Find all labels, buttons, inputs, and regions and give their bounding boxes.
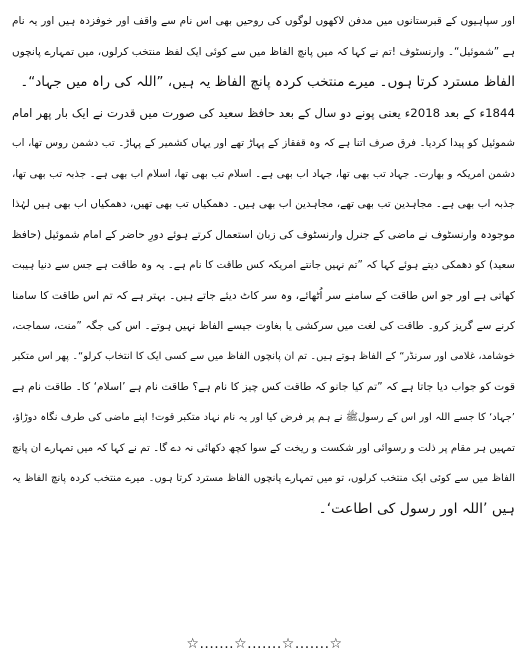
article-line-4: 1844ء کے بعد 2018ء یعنی پونے دو سال کے بعد حافظ سعید کی صورت میں قدرت نے ایک بار پھر امام <box>12 105 515 120</box>
article-line-11: کرنے سے گریز کرو۔ طاقت کی لغت میں سرکشی یا بغاوت جیسے الفاظ نہیں ہوتے۔ اس کی جگہ ”منت، سماجت، <box>12 320 515 332</box>
article-line-16: الفاظ میں سے کوئی ایک منتخب کرلوں، تو میں تمہارے پانچوں الفاظ مسترد کرتا ہوں۔ میرے منتخب کردہ پانچ الفاظ یہ <box>12 472 515 484</box>
article-line-3: الفاظ مسترد کرتا ہوں۔ میرے منتخب کردہ پانچ الفاظ یہ ہیں، ”اللہ کی راہ میں جہاد“۔ <box>20 74 515 90</box>
article-line-1: اور سپاہیوں کے قبرستانوں میں مدفن لاکھوں لوگوں کی روحیں بھی اس نام سے واقف اور خوفزدہ ہیں اور یہ نام <box>12 15 515 27</box>
article-line-10: کھاتی ہے اور جو اس طاقت کے سامنے سر اُٹھائے، وہ سر کاٹ دیئے جاتے ہیں۔ بہتر ہے کہ تم اس طاقت کا سامنا <box>12 288 515 302</box>
article-line-15: تمہیں ہر مقام پر ذلت و رسوائی اور شکست و ریخت کے سوا کچھ دکھائی نہ دے گا۔ تم نے کہا کہ میں تمہارے ان پانچ <box>12 442 515 454</box>
article-line-7: جذبہ اب بھی ہے۔ مجاہدین تب بھی تھے، مجاہدین اب بھی ہیں۔ دھمکیاں تب بھی تھیں، دھمکیاں اب بھی ہیں لہٰذا <box>12 198 515 210</box>
article-line-12: خوشامد، غلامی اور سرنڈر“ کے الفاظ ہوتے ہیں۔ تم ان پانچوں الفاظ میں سے کسی ایک کا انتخاب کرلو“۔ پھر اس متکبر <box>12 350 515 362</box>
article-line-8: موجودہ وارنسٹوف نے ماضی کے جنرل وارنسٹوف کی زبان استعمال کرتے ہوئے دورِ حاضر کے امام شموئیل (حافظ <box>12 227 515 241</box>
article-line-5: شموئیل کو پیدا کردیا۔ فرق صرف اتنا ہے کہ وہ قفقاز کے پہاڑ تھے اور یہاں کشمیر کے پہاڑ۔ تب دشمن روس تھا، اب <box>12 137 515 149</box>
article-line-9: سعید) کو دھمکی دیتے ہوئے کہا کہ ”تم نہیں جانتے امریکہ کس طاقت کا نام ہے۔ یہ وہ طاقت ہے جس سے دنیا ہیبت <box>12 259 515 271</box>
article-line-2: ہے ”شموئیل“۔ وارنسٹوف !تم نے کہا کہ میں پانچ الفاظ میں سے کوئی ایک لفظ منتخب کرلوں، میں تمہارے پانچوں <box>12 45 515 58</box>
article-line-17: ہیں ’اللہ اور رسول کی اطاعت‘۔ <box>318 501 515 517</box>
article-line-6: دشمن امریکہ و بھارت۔ جہاد تب بھی تھا، جہاد اب بھی ہے۔ اسلام تب بھی تھا، اسلام اب بھی ہے۔ جذبہ تب بھی تھا، <box>12 167 515 180</box>
article-line-14: ’جہاد‘ کا جسے اللہ اور اس کے رسولﷺ نے ہم پر فرض کیا اور یہ نام نہاد متکبر قوت! اپنے ماضی کی طرف نگاہ دوڑاؤ، <box>12 411 515 423</box>
article-line-13: قوت کو جواب دیا جاتا ہے کہ ”تم کیا جانو کہ طاقت کس چیز کا نام ہے؟ طاقت نام ہے ’اسلام‘ کا۔ طاقت نام ہے <box>12 380 515 393</box>
section-divider-ornament: ☆.......☆.......☆.......☆ <box>186 636 343 652</box>
